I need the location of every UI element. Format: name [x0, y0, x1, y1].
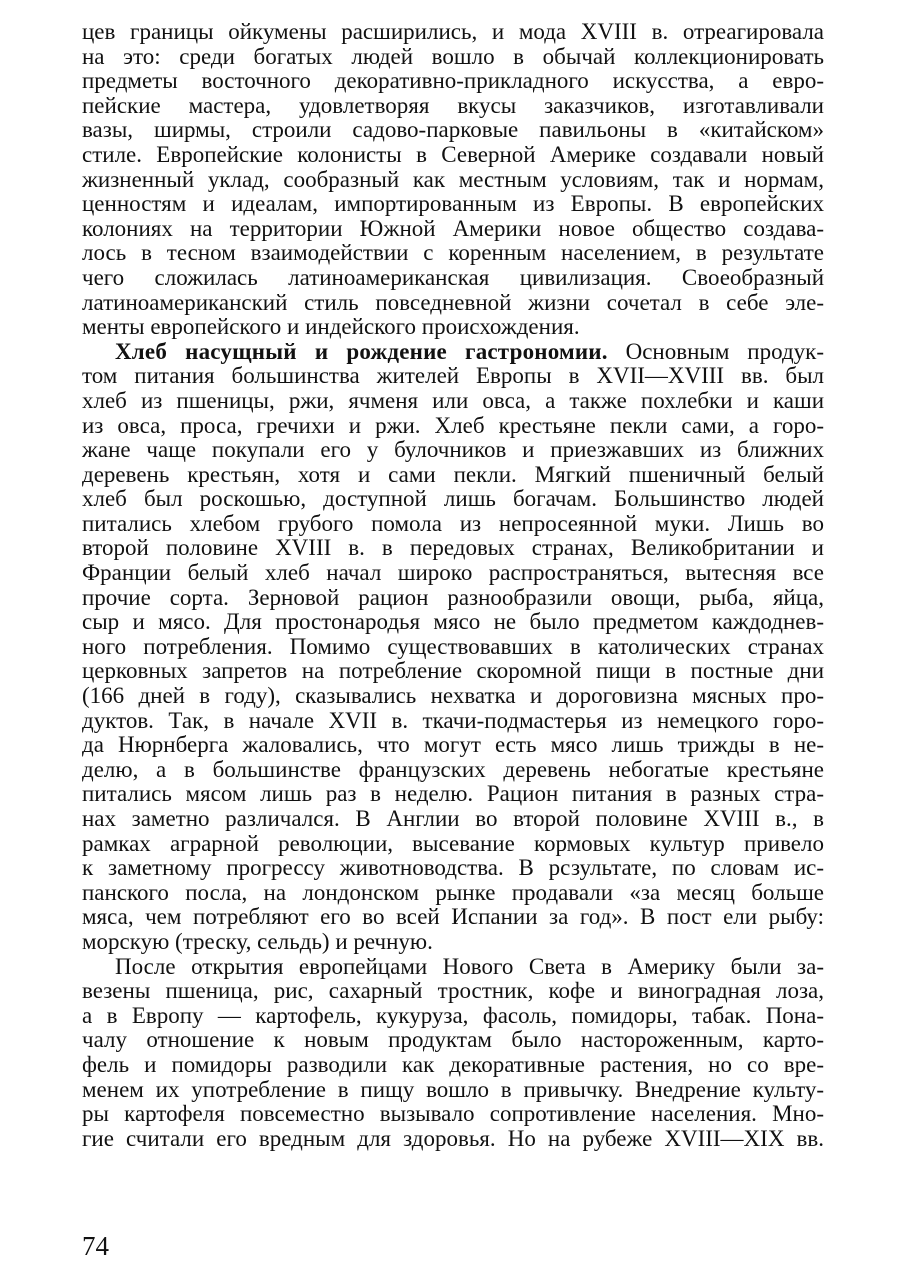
page-body [82, 20, 824, 1151]
page-number: 74 [82, 1231, 109, 1261]
text-line: из овса, проса, гречихи и ржи. Хлеб крестьяне пекли сами, а горо- [82, 412, 824, 438]
text-line: да Нюрнберга жаловались, что могут есть мясо лишь трижды в не- [82, 732, 824, 758]
text-line: делю, а в большинстве французских деревень небогатые крестьяне [82, 756, 824, 782]
text-line: пейские мастера, удовлетворяя вкусы заказчиков, изготавливали [82, 92, 824, 118]
text-line: ного потребления. Помимо существовавших в католических странах [82, 633, 824, 659]
text-line: везены пшеница, рис, сахарный тростник, кофе и виноградная лоза, [82, 978, 824, 1004]
text-line: менем их употребление в пищу вошло в привычку. Внедрение культу- [82, 1076, 824, 1102]
text-line: питались мясом лишь раз в неделю. Рацион питания в разных стра- [82, 781, 824, 807]
text-line: второй половине XVIII в. в передовых странах, Великобритании и [82, 535, 824, 561]
text-line: жане чаще покупали его у булочников и приезжавших из ближних [82, 437, 824, 463]
text-line: цев границы ойкумены расширились, и мода XVIII в. отреагировала [82, 19, 824, 44]
text-line: дуктов. Так, в начале XVII в. ткачи-подмастерья из немецкого горо- [82, 707, 824, 733]
text-line: сыр и мясо. Для простонародья мясо не было предметом каждоднев- [82, 609, 824, 635]
text-line: Франции белый хлеб начал широко распространяться, вытесняя все [82, 560, 824, 586]
text-line: менты европейского и индейского происхождения. [82, 314, 580, 340]
text-line: панского посла, на лондонском рынке продавали «за месяц больше [82, 879, 824, 905]
text-line: (166 дней в году), сказывались нехватка и дороговизна мясных про- [82, 683, 824, 709]
text-line: ценностям и идеалам, импортированным из Европы. В европейских [82, 191, 824, 217]
section-heading: Хлеб насущный и рождение гастрономии. [115, 338, 608, 364]
text-line: прочие сорта. Зерновой рацион разнообразили овощи, рыба, яйца, [82, 584, 824, 610]
text-line: морскую (треску, сельдь) и речную. [82, 928, 433, 954]
text-line: на это: среди богатых людей вошло в обычай коллекционировать [82, 43, 824, 69]
text-line: том питания большинства жителей Европы в XVII—XVIII вв. был [82, 363, 824, 389]
text-line: стиле. Европейские колонисты в Северной Америке создавали новый [82, 141, 824, 167]
text-line: ры картофеля повсеместно вызывало сопротивление населения. Мно- [82, 1101, 824, 1127]
text-line: жизненный уклад, сообразный как местным условиям, так и нормам, [82, 166, 824, 192]
text-line: а в Европу — картофель, кукуруза, фасоль, помидоры, табак. Пона- [82, 1002, 824, 1028]
text-line: колониях на территории Южной Америки новое общество создава- [82, 215, 824, 241]
text-line: фель и помидоры разводили как декоративные растения, но со вре- [82, 1051, 824, 1077]
text-line: мяса, чем потребляют его во всей Испании за год». В пост ели рыбу: [82, 904, 824, 930]
text-line: церковных запретов на потребление скоромной пищи в постные дни [82, 658, 824, 684]
text-line: лось в тесном взаимодействии с коренным населением, в результате [82, 240, 824, 266]
text-line: деревень крестьян, хотя и сами пекли. Мягкий пшеничный белый [82, 461, 824, 487]
text-line: После открытия европейцами Нового Света в Америку были за- [115, 953, 824, 979]
paragraph-new-world [82, 955, 824, 1152]
text-line: вазы, ширмы, строили садово-парковые павильоны в «китайском» [82, 117, 824, 143]
text-line: к заметному прогрессу животноводства. В рсзультате, по словам ис- [82, 855, 824, 881]
paragraph-continuation [82, 20, 824, 340]
text-line: рамках аграрной революции, высевание кормовых культур привело [82, 830, 824, 856]
paragraph-bread [82, 340, 824, 955]
text-line-first [82, 340, 824, 365]
text-line: хлеб из пшеницы, ржи, ячменя или овса, а также похлебки и каши [82, 387, 824, 413]
text-line: питались хлебом грубого помола из непросеянной муки. Лишь во [82, 510, 824, 536]
text-line: предметы восточного декоративно-прикладного искусства, а евро- [82, 68, 824, 94]
text-line: гие считали его вредным для здоровья. Но на рубеже XVIII—XIX вв. [82, 1125, 824, 1151]
text-line: чалу отношение к новым продуктам было настороженным, карто- [82, 1027, 824, 1053]
text-line: хлеб был роскошью, доступной лишь богачам. Большинство людей [82, 486, 824, 512]
heading-line-rest: Основным продук- [607, 338, 824, 364]
text-line: нах заметно различался. В Англии во второй половине XVIII в., в [82, 806, 824, 831]
text-line: чего сложилась латиноамериканская цивилизация. Своеобразный [82, 264, 824, 290]
text-line: латиноамериканский стиль повседневной жизни сочетал в себе эле- [82, 289, 824, 315]
